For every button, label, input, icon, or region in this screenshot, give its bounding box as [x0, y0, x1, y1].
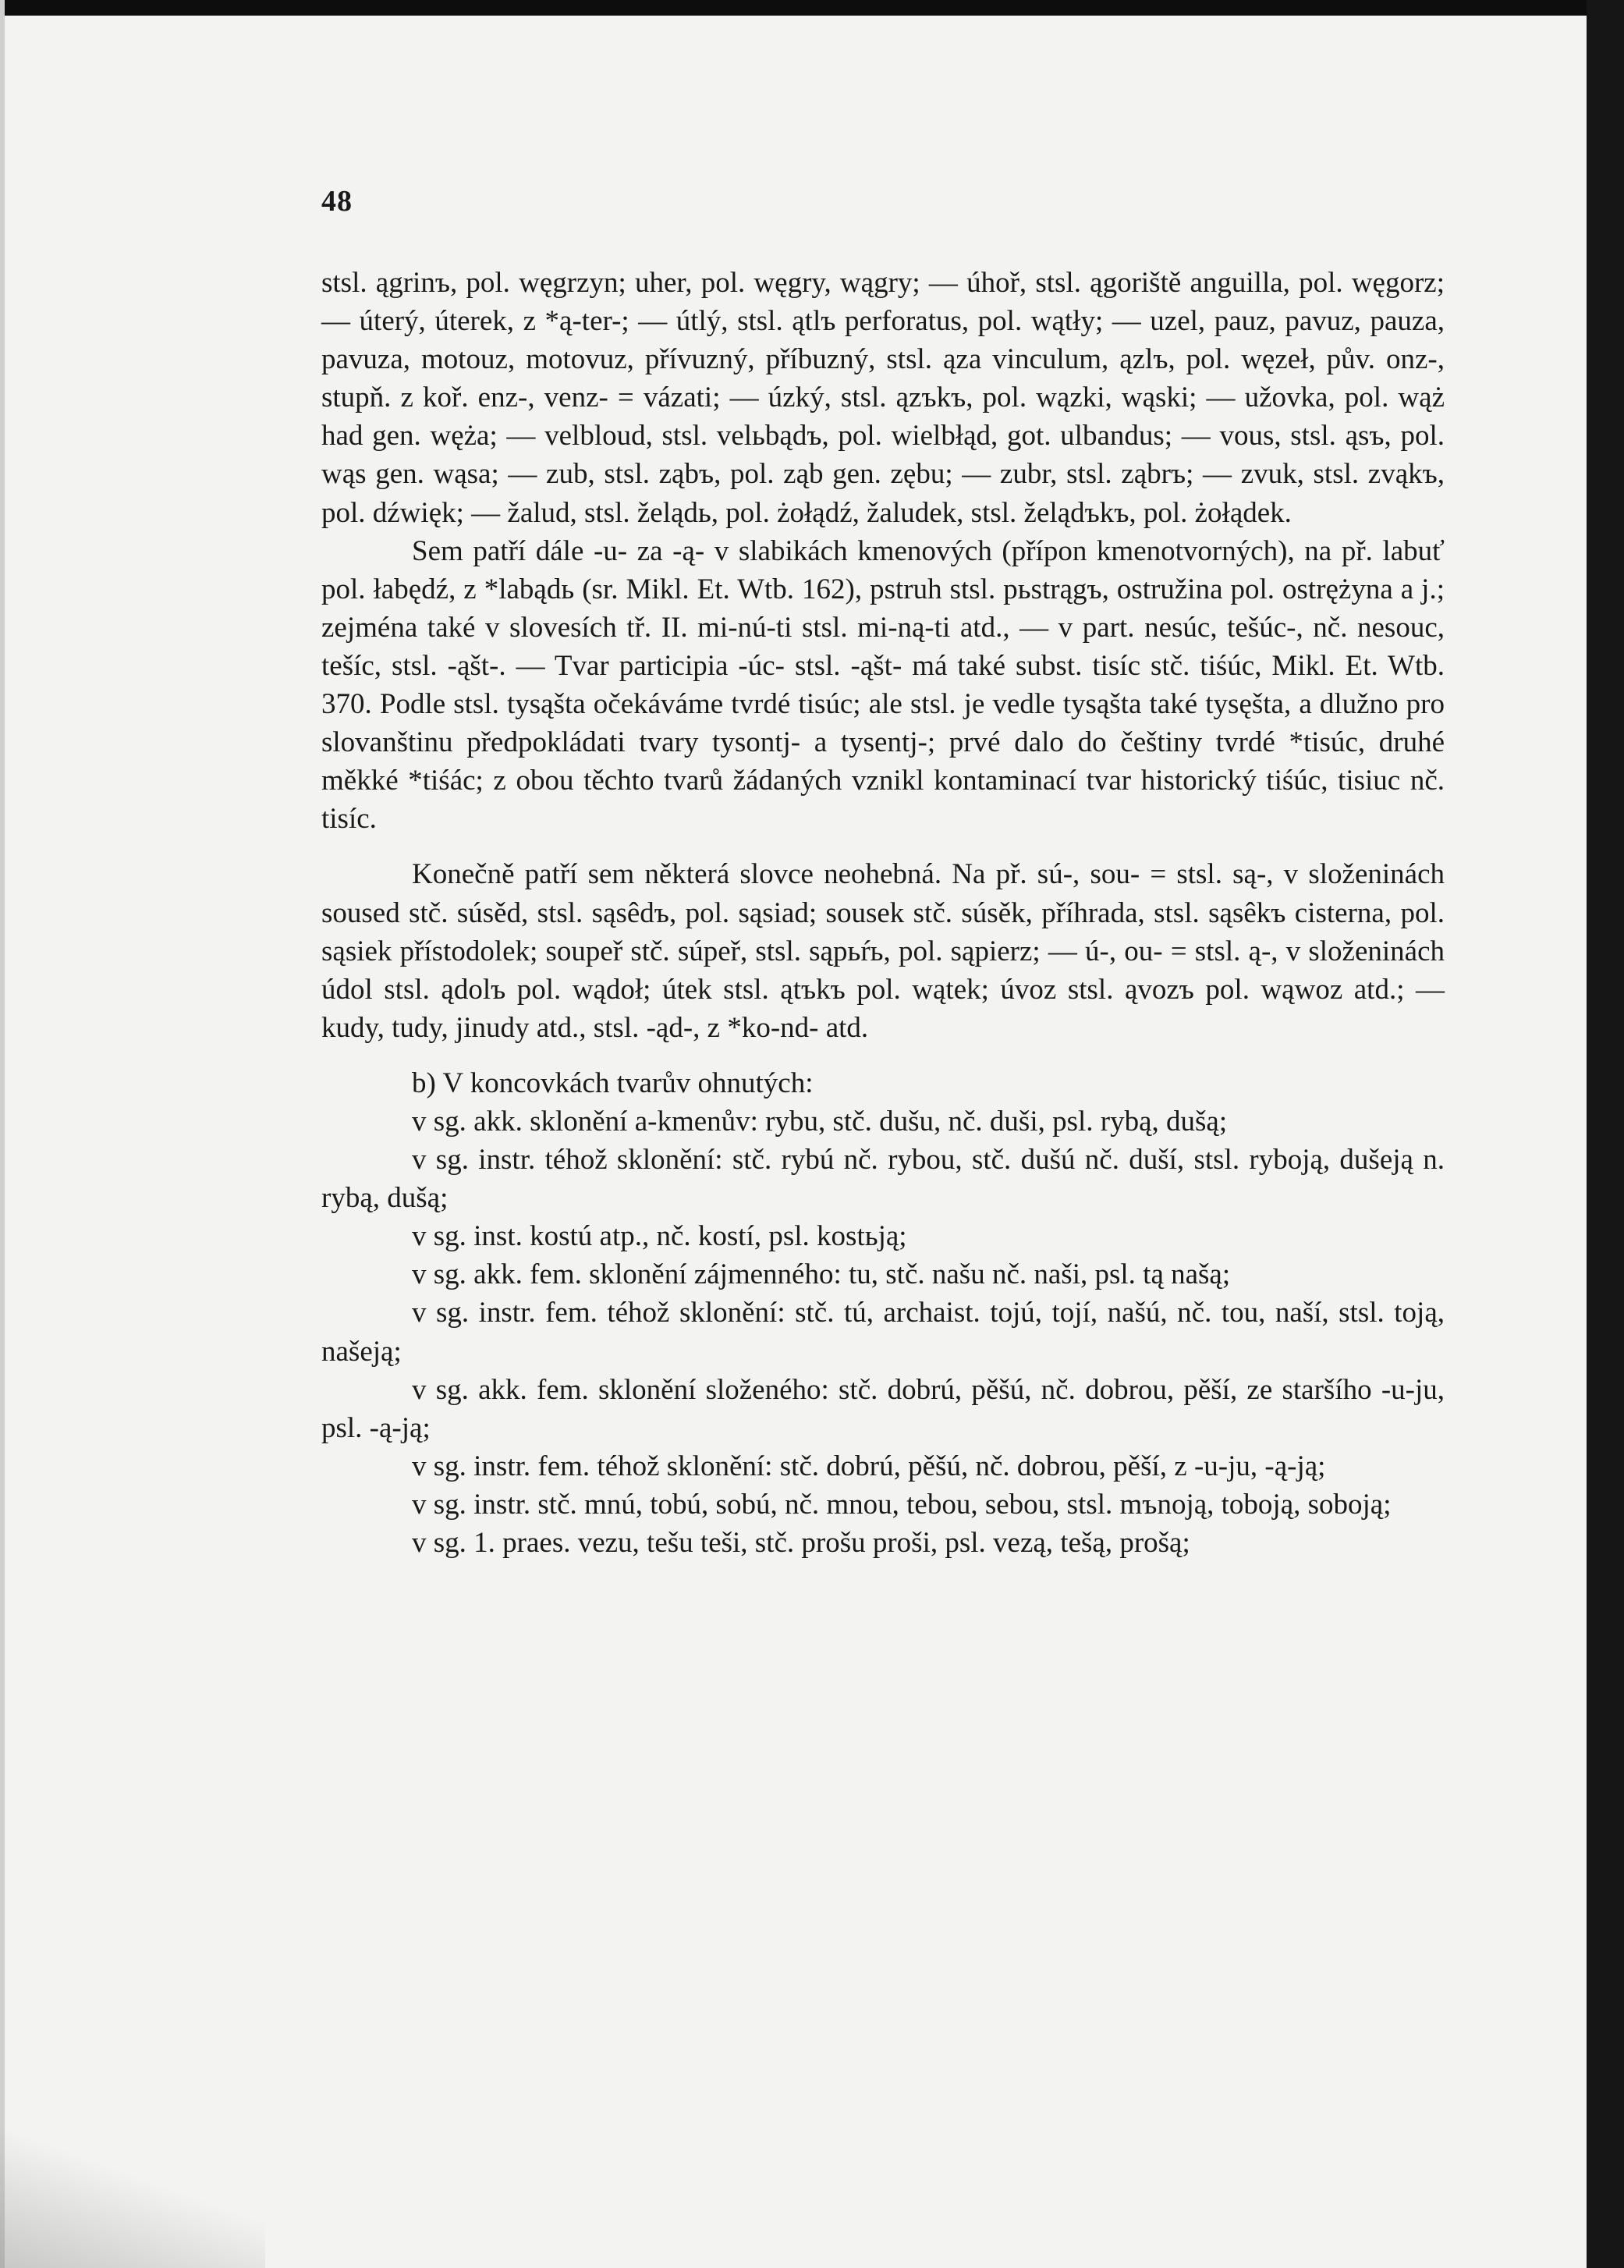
- scan-corner-shadow: [0, 2128, 265, 2268]
- section-heading-b: b) V koncovkách tvarův ohnutých:: [412, 1067, 814, 1099]
- paragraph-stem-syllables: Sem patří dále -u- za -ą- v slabikách kmenových (přípon kmenotvorných), na př. labuť pol. łabędź, z *labądь (sr. Mikl. Et. Wtb. 162), pstruh stsl. pьstrągъ, ostružina pol. ostrężyna a j.; zejména také v slovesích tř. II. mi-nú-ti stsl. mi-ną-ti atd., — v part. nesúc, tešúc-, nč. nesouc, tešíc, stsl. -ąšt-. — Tvar participia -úc- stsl. -ąšt- má také subst. tisíc stč. tiśúc, Mikl. Et. Wtb. 370. Podle stsl. tysąšta očekáváme tvrdé tisúc; ale stsl. je vedle tysąšta také tysęšta, a dlužno pro slovanštinu předpokládati tvary tysontj- a tysentj-; prvé dalo do češtiny tvrdé *tisúc, druhé měkké *tiśác; z obou těchto tvarů žádaných vznikl kontaminací tvar historický tiśúc, tisiuc nč. tisíc.: [321, 534, 1445, 836]
- list-item: v sg. inst. kostú atp., nč. kostí, psl. kostьją;: [412, 1220, 907, 1253]
- scan-top-edge: [0, 0, 1624, 16]
- page-body: [321, 264, 1445, 1562]
- list-item: v sg. akk. fem. sklonění zájmenného: tu, stč. našu nč. naši, psl. tą našą;: [412, 1258, 1231, 1291]
- list-item: v sg. instr. fem. téhož sklonění: stč. tú, archaist. tojú, tojí, našú, nč. tou, naší, stsl. toją, našeją;: [321, 1297, 1445, 1368]
- list-item: v sg. instr. fem. téhož sklonění: stč. dobrú, pěšú, nč. dobrou, pěší, z -u-ju, -ą-ją;: [412, 1450, 1326, 1482]
- paragraph-indeclinables: Konečně patří sem některá slovce neohebná. Na př. sú-, sou- = stsl. są-, v složeninách soused stč. súsěd, stsl. sąsêdъ, pol. sąsiad; sousek stč. súsěk, příhrada, stsl. sąsêkъ cisterna, pol. sąsiek přístodolek; soupeř stč. súpeř, stsl. sąpьŕь, pol. sąpierz; — ú-, ou- = stsl. ą-, v složeninách údol stsl. ądolъ pol. wądoł; útek stsl. ątъkъ pol. wątek; úvoz stsl. ąvozъ pol. wąwoz atd.; — kudy, tudy, jinudy atd., stsl. -ąd-, z *ko-nd- atd.: [321, 858, 1445, 1044]
- list-item: v sg. instr. stč. mnú, tobú, sobú, nč. mnou, tebou, sebou, stsl. mъnoją, toboją, soboją;: [412, 1488, 1392, 1521]
- scan-left-edge: [0, 0, 5, 2268]
- list-item: v sg. akk. fem. sklonění složeného: stč. dobrú, pěšú, nč. dobrou, pěší, ze staršího -u-ju, psl. -ą-ją;: [321, 1373, 1445, 1444]
- paragraph-etymologies: stsl. ągrinъ, pol. węgrzyn; uher, pol. węgry, wągry; — úhoř, stsl. ągoriště anguilla, pol. węgorz; — úterý, úterek, z *ą-ter-; — útlý, stsl. ątlъ perforatus, pol. wątły; — uzel, pauz, pavuz, pauza, pavuza, motouz, motovuz, přívuzný, příbuzný, stsl. ąza vinculum, ązlъ, pol. węzeł, pův. onz-, stupň. z koř. enz-, venz- = vázati; — úzký, stsl. ązъkъ, pol. wązki, wąski; — užovka, pol. wąż had gen. węża; — velbloud, stsl. velьbądъ, pol. wielbłąd, got. ulbandus; — vous, stsl. ąsъ, pol. wąs gen. wąsa; — zub, stsl. ząbъ, pol. ząb gen. zębu; — zubr, stsl. ząbrъ; — zvuk, stsl. zvąkъ, pol. dźwięk; — žalud, stsl. želądь, pol. żołądź, žaludek, stsl. želądъkъ, pol. żołądek.: [321, 267, 1445, 529]
- page-number: 48: [321, 185, 353, 218]
- list-item: v sg. instr. téhož sklonění: stč. rybú nč. rybou, stč. dušú nč. duší, stsl. ryboją, dušeją n. rybą, dušą;: [321, 1144, 1445, 1215]
- list-item: v sg. akk. sklonění a-kmenův: rybu, stč. dušu, nč. duši, psl. rybą, dušą;: [412, 1105, 1228, 1138]
- list-item: v sg. 1. praes. vezu, tešu teši, stč. prošu proši, psl. vezą, tešą, prošą;: [412, 1527, 1190, 1559]
- scan-right-edge: [1587, 0, 1624, 2268]
